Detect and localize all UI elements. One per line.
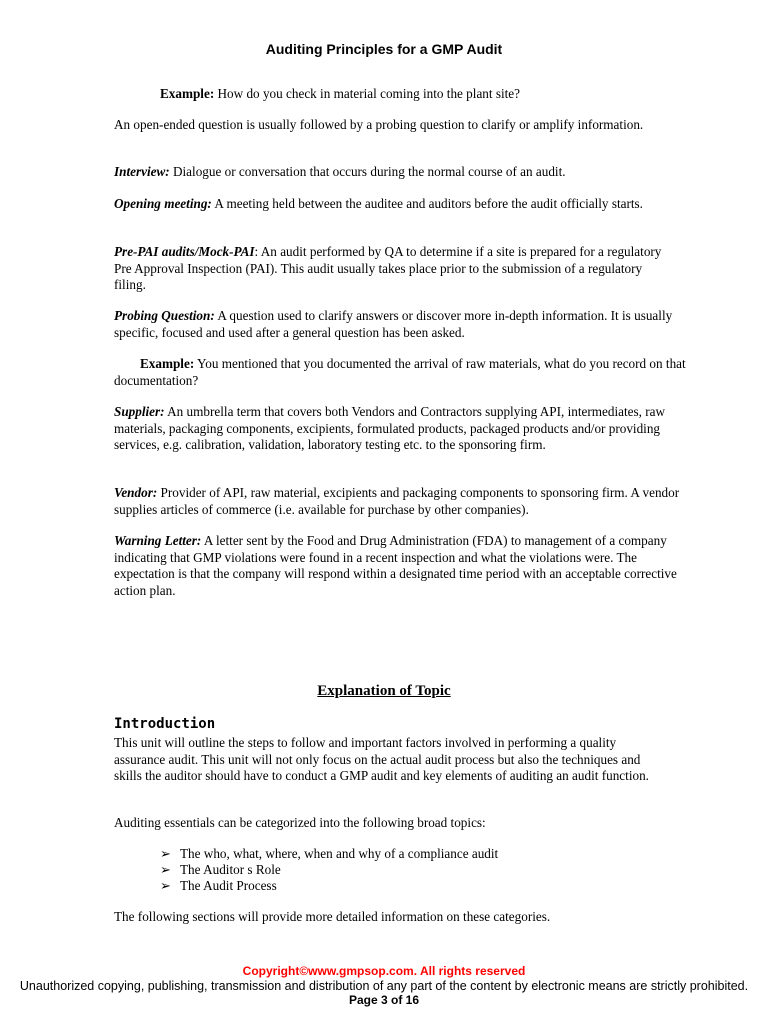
definition-text: Dialogue or conversation that occurs during the normal course of an audit. bbox=[169, 164, 566, 179]
term-warning-letter: Warning Letter: bbox=[114, 533, 202, 548]
definition-text: Provider of API, raw material, excipients and packaging components to sponsoring firm. A vendor supplies articles of commerce (i.e. available for purchase by other companies). bbox=[114, 485, 680, 517]
definition-text: A meeting held between the auditee and auditors before the audit officially starts. bbox=[211, 196, 643, 211]
term-interview: Interview: bbox=[114, 164, 170, 179]
definition-text: : An audit performed by QA to determine if a site is prepared for a regulatory Pre Approval Inspection (PAI). This audit usually takes place prior to the submission of a regulatory filing. bbox=[114, 244, 662, 292]
footer-copyright: Copyright©www.gmpsop.com. All rights reserved bbox=[242, 964, 526, 978]
page-title: Auditing Principles for a GMP Audit bbox=[265, 41, 503, 57]
definition-text: An umbrella term that covers both Vendors and Contractors supplying API, intermediates, raw materials, packaging components, excipients, formulated products, packaged products and/or providing services, e.g. calibration, validation, laboratory testing etc. to the sponsoring firm. bbox=[114, 404, 665, 452]
arrow-bullet-icon: ➢ bbox=[160, 878, 172, 893]
list-item-text: The Auditor s Role bbox=[180, 862, 281, 877]
introduction-text: This unit will outline the steps to follow and important factors involved in performing a quality assurance audit. This unit will not only focus on the actual audit process but also the techniques and skills the auditor should have to conduct a GMP audit and key elements of auditing an audit function. bbox=[114, 735, 649, 783]
footer-warning: Unauthorized copying, publishing, transmission and distribution of any part of the content by electronic means are strictly prohibited. bbox=[19, 979, 749, 993]
term-opening-meeting: Opening meeting: bbox=[114, 196, 212, 211]
definition-warning-letter bbox=[114, 533, 684, 599]
page-number: Page 3 of 16 bbox=[348, 993, 420, 1007]
example-question bbox=[160, 86, 720, 103]
definition-probing-question bbox=[114, 308, 704, 341]
example-label: Example: bbox=[160, 86, 215, 101]
list-item bbox=[160, 846, 498, 862]
arrow-bullet-icon: ➢ bbox=[160, 846, 172, 861]
sections-note: The following sections will provide more detailed information on these categories. bbox=[114, 909, 551, 924]
list-item-text: The Audit Process bbox=[180, 878, 277, 893]
definition-text: A question used to clarify answers or discover more in-depth information. It is usually specific, focused and used after a general question has been asked. bbox=[114, 308, 673, 340]
example-label: Example: bbox=[140, 356, 195, 371]
definition-opening-meeting bbox=[114, 196, 704, 213]
definition-supplier bbox=[114, 404, 704, 454]
example-text: How do you check in material coming into the plant site? bbox=[214, 86, 521, 101]
list-item bbox=[160, 862, 498, 878]
example-text: You mentioned that you documented the arrival of raw materials, what do you record on that documentation? bbox=[114, 356, 686, 388]
example-documentation bbox=[114, 356, 704, 389]
list-item-text: The who, what, where, when and why of a compliance audit bbox=[180, 846, 499, 861]
term-pre-pai: Pre-PAI audits/Mock-PAI bbox=[114, 244, 255, 259]
essentials-text: Auditing essentials can be categorized into the following broad topics: bbox=[114, 815, 486, 830]
term-supplier: Supplier: bbox=[114, 404, 165, 419]
section-heading: Explanation of Topic bbox=[317, 683, 451, 699]
term-vendor: Vendor: bbox=[114, 485, 158, 500]
definition-interview bbox=[114, 164, 704, 181]
introduction-heading: Introduction bbox=[114, 716, 216, 732]
topics-list bbox=[160, 846, 498, 894]
open-ended-note: An open-ended question is usually followed by a probing question to clarify or amplify information. bbox=[114, 117, 644, 132]
term-probing-question: Probing Question: bbox=[114, 308, 215, 323]
arrow-bullet-icon: ➢ bbox=[160, 862, 172, 877]
definition-vendor bbox=[114, 485, 714, 518]
definition-pre-pai bbox=[114, 244, 664, 294]
definition-text: A letter sent by the Food and Drug Administration (FDA) to management of a company indicating that GMP violations were found in a recent inspection and what the violations were. The expectation is that the company will respond within a designated time period with an acceptable corrective action plan. bbox=[114, 533, 677, 598]
list-item bbox=[160, 878, 498, 894]
